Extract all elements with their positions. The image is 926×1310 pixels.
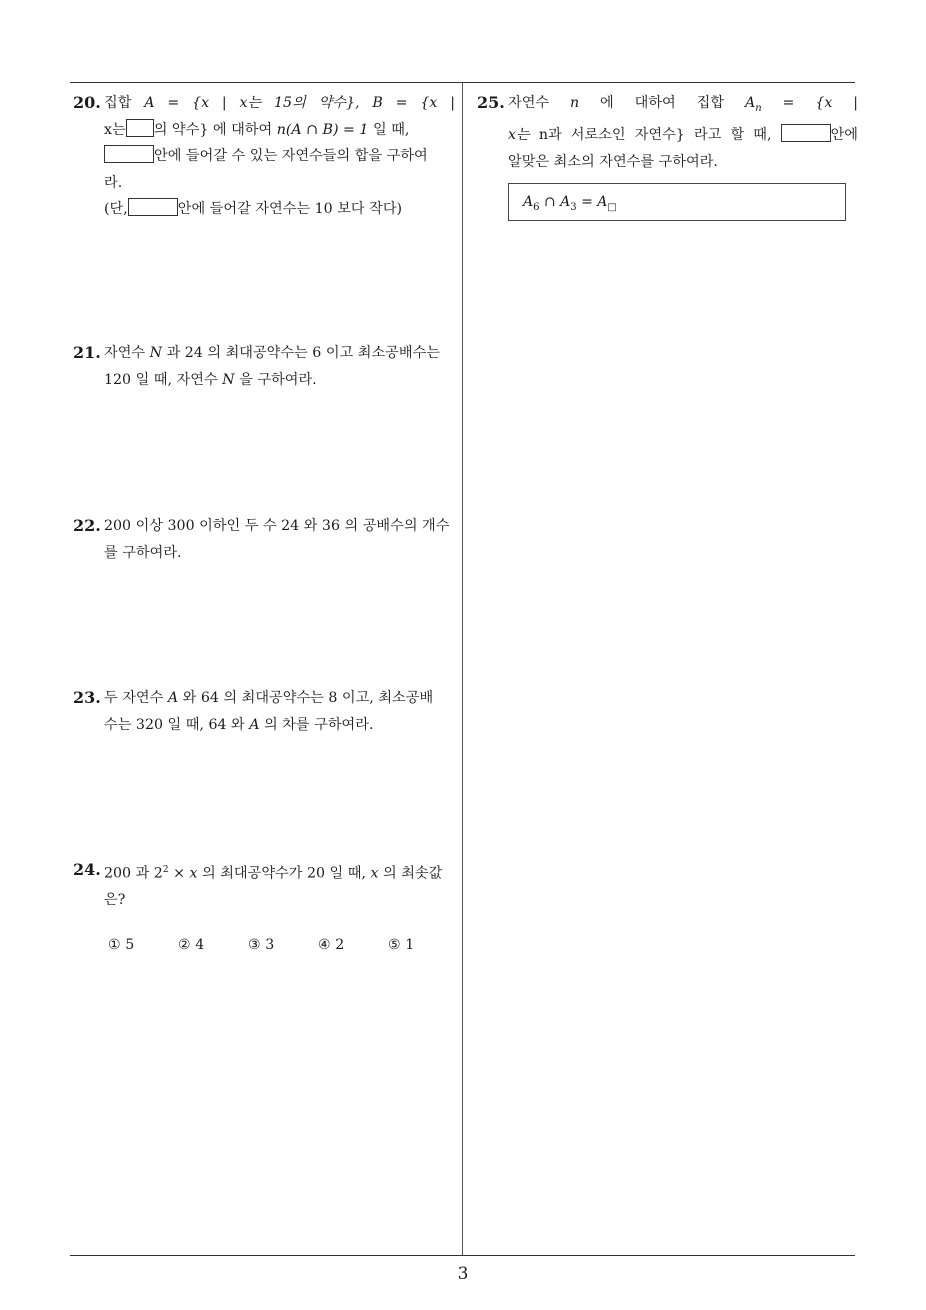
q24-line-2: 은? [104, 892, 126, 909]
question-20 [73, 90, 455, 223]
q25-line-2: x는 n과 서로소인 자연수} 라고 할 때, 안에 [508, 122, 858, 149]
answer-blank[interactable] [128, 198, 178, 216]
q23-line-1: 두 자연수 A 와 64 의 최대공약수는 8 이고, 최소공배 [104, 690, 434, 706]
q25-line-1: 자연수 n 에 대하여 집합 $A_n = \{x$ | [508, 95, 859, 114]
q21-line-1: 자연수 N 과 24 의 최대공약수는 6 이고 최소공배수는 [104, 345, 440, 361]
q22-line-1: 200 이상 300 이하인 두 수 24 와 36 의 공배수의 개수 [104, 518, 450, 534]
question-number: 24. [73, 860, 101, 879]
question-24 [73, 857, 455, 958]
q25-line-3: 알맞은 최소의 자연수를 구하여라. [508, 153, 718, 170]
q20-line-4: 라. [104, 174, 123, 191]
choice-5[interactable]: ⑤ 1 [388, 936, 415, 953]
question-number: 22. [73, 516, 101, 535]
formula-box: $A_6$ ∩ $A_3 = A_□$ [508, 183, 846, 221]
q24-line-1: 200 과 $2^2 \times x$ 의 최대공약수가 20 일 때, x 의 최솟값 [104, 865, 443, 882]
answer-blank[interactable] [104, 145, 154, 163]
question-23 [73, 685, 455, 738]
question-25 [477, 90, 858, 221]
answer-blank[interactable] [126, 119, 154, 137]
answer-choices [108, 932, 455, 959]
choice-3[interactable]: ③ 3 [248, 936, 275, 953]
q20-line-2: x는 의 약수} 에 대하여 n(A ∩ B) = 1 일 때, [104, 117, 455, 144]
q22-line-2: 를 구하여라. [104, 544, 182, 561]
q20-line-3: 안에 들어갈 수 있는 자연수들의 합을 구하여 [104, 143, 455, 170]
question-21 [73, 340, 455, 393]
question-number: 20. [73, 93, 101, 112]
choice-2[interactable]: ② 4 [178, 936, 205, 953]
question-22 [73, 513, 455, 566]
question-number: 21. [73, 343, 101, 362]
q21-line-2: 120 일 때, 자연수 N 을 구하여라. [104, 371, 317, 388]
q23-line-2: 수는 320 일 때, 64 와 A 의 차를 구하여라. [104, 716, 374, 733]
column-divider [462, 83, 463, 1255]
question-number: 25. [477, 93, 505, 112]
q20-line-5: (단, 안에 들어갈 자연수는 10 보다 작다) [104, 196, 455, 223]
choice-1[interactable]: ① 5 [108, 936, 135, 953]
choice-4[interactable]: ④ 2 [318, 936, 345, 953]
page-number: 3 [457, 1264, 469, 1284]
answer-blank[interactable] [781, 124, 831, 142]
q20-line-1: 집합 A = {x | x는 15의 약수}, B = {x | [104, 95, 456, 111]
question-number: 23. [73, 688, 101, 707]
bottom-rule [70, 1255, 855, 1256]
